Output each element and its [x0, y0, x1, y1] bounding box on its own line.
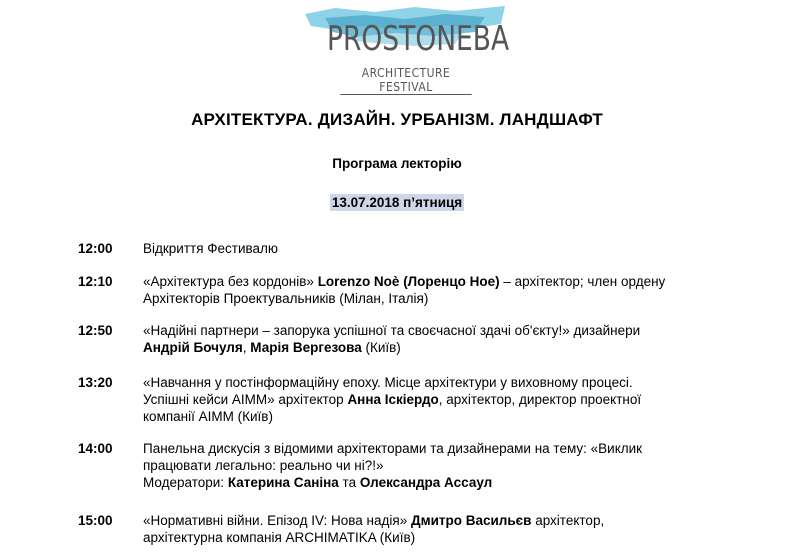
description-text: Архітекторів Проектувальників (Мілан, Італія) — [143, 291, 429, 306]
logo-wordmark: PROSTONEBA — [327, 19, 510, 59]
description-text: (Київ) — [361, 340, 401, 355]
speaker-name: Lorenzo Noè (Лоренцо Ное) — [317, 274, 500, 289]
schedule-description — [143, 374, 763, 425]
description-line — [143, 474, 763, 491]
logo-subtitle: ARCHITECTURE FESTIVAL — [340, 66, 471, 95]
description-line — [143, 374, 763, 391]
description-text: – архітектор; член ордену — [499, 274, 666, 289]
description-line — [143, 273, 763, 290]
description-line — [143, 529, 763, 546]
schedule-time: 12:00 — [78, 241, 113, 256]
speaker-name: Катерина Саніна — [227, 475, 339, 490]
schedule-time: 12:10 — [78, 274, 113, 289]
description-text: архітектор, — [531, 513, 605, 528]
description-line — [143, 290, 763, 307]
schedule-time: 13:20 — [78, 375, 113, 390]
description-line — [143, 512, 763, 529]
schedule-time: 15:00 — [78, 513, 113, 528]
speaker-name: Андрій Бочуля — [143, 340, 243, 355]
description-text: , архітектор, директор проектної — [438, 392, 642, 407]
description-line — [143, 391, 763, 408]
speaker-name: Олександра Ассаул — [359, 475, 493, 490]
page-title: АРХІТЕКТУРА. ДИЗАЙН. УРБАНІЗМ. ЛАНДШАФТ — [191, 110, 603, 129]
description-line — [143, 457, 763, 474]
schedule-description — [143, 273, 763, 307]
date-container — [0, 194, 794, 212]
description-line — [143, 408, 763, 425]
speaker-name: Дмитро Васильєв — [410, 513, 532, 528]
description-text: «Нормативні війни. Епізод IV: Нова надія» — [143, 513, 411, 528]
description-text: «Надійні партнери – запорука успішної та своєчасної здачі об'єкту!» дизайнери — [143, 323, 641, 338]
schedule-time: 12:50 — [78, 323, 113, 338]
program-subtitle: Програма лекторію — [332, 156, 462, 171]
description-text: та — [338, 475, 360, 490]
schedule-description — [143, 440, 763, 491]
description-text: «Архітектура без кордонів» — [143, 274, 318, 289]
schedule-description — [143, 240, 763, 257]
date-highlight: 13.07.2018 п’ятниця — [331, 195, 463, 210]
schedule-time: 14:00 — [78, 441, 113, 456]
description-text: Відкриття Фестивалю — [143, 241, 279, 256]
description-text: Успішні кейси AIMM» архітектор — [143, 392, 348, 407]
description-line — [143, 339, 763, 356]
festival-logo — [305, 6, 510, 94]
speaker-name: Марія Вергезова — [250, 340, 362, 355]
description-line — [143, 322, 763, 339]
description-text: архітектурна компанія ARCHIMATIKA (Київ) — [143, 530, 416, 545]
description-text: , — [242, 340, 251, 355]
schedule-description — [143, 322, 763, 356]
description-line — [143, 440, 763, 457]
description-text: працювати легально: реально чи ні?!» — [143, 458, 384, 473]
description-text: компанії AIMM (Київ) — [143, 409, 273, 424]
description-line — [143, 240, 763, 257]
schedule-description — [143, 512, 763, 546]
description-text: Модератори: — [143, 475, 228, 490]
description-text: «Навчання у постінформаційну епоху. Місце архітектури у виховному процесі. — [143, 375, 633, 390]
speaker-name: Анна Іскіердо — [347, 392, 439, 407]
description-text: Панельна дискусія з відомими архітекторами та дизайнерами на тему: «Виклик — [143, 441, 643, 456]
